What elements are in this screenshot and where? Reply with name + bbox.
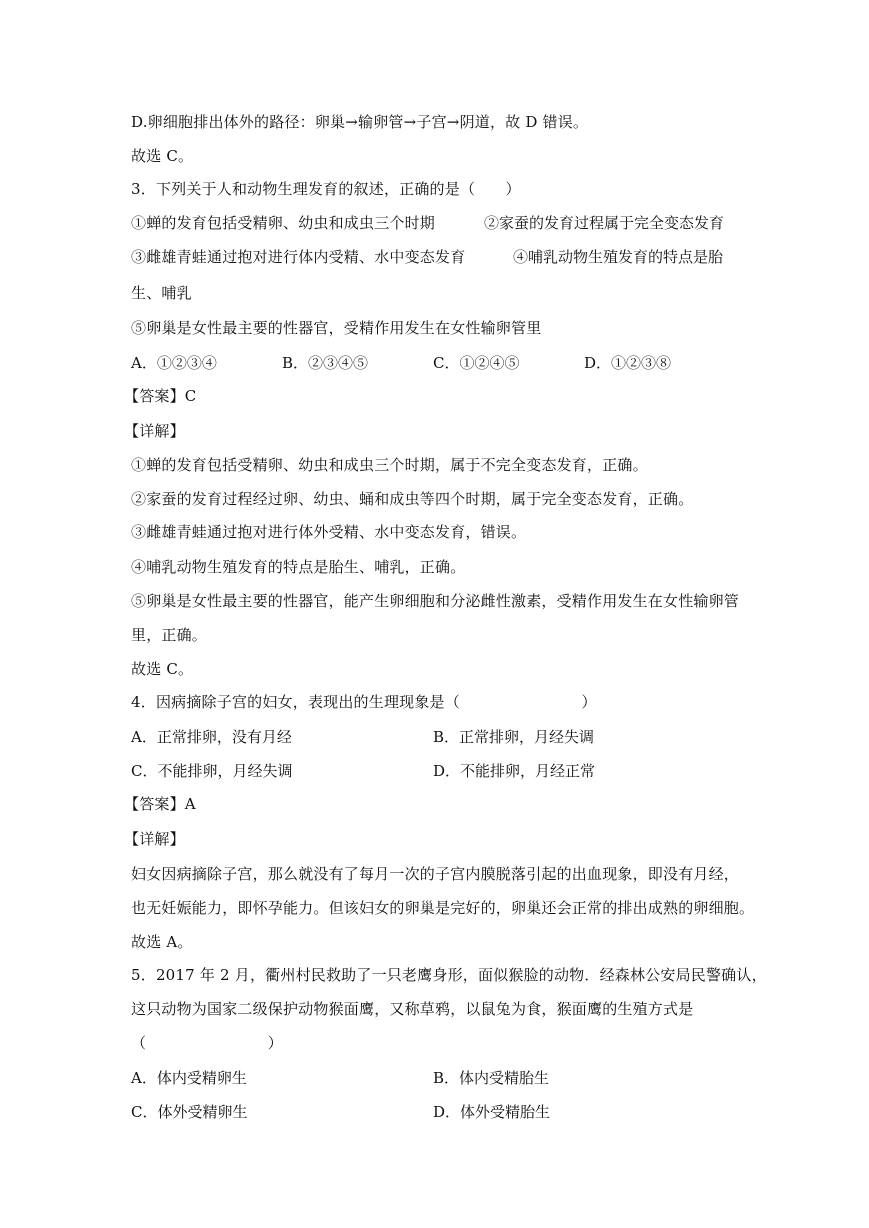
q5-option-c: C．体外受精卵生 [131,1103,248,1121]
q5-stem-line-2: 这只动物为国家二级保护动物猴面鹰，又称草鸦，以鼠兔为食，猴面鹰的生殖方式是 [131,1000,694,1018]
q3-detail-3: ③雌雄青蛙通过抱对进行体外受精、水中变态发育，错误。 [131,523,527,541]
q3-item-1: ①蝉的发育包括受精卵、幼虫和成虫三个时期 [131,214,436,232]
q3-item-5: ⑤卵巢是女性最主要的性器官，受精作用发生在女性输卵管里 [131,319,542,337]
q5-stem-line-1: 5．2017 年 2 月，衢州村民救助了一只老鹰身形，面似猴脸的动物．经森林公安局民警确认， [131,966,767,984]
q4-stem: 4．因病摘除子宫的妇女，表现出的生理现象是（ ） [131,693,597,711]
q3-item-2: ②家蚕的发育过程属于完全变态发育 [484,214,725,232]
q3-conclusion: 故选 C。 [131,660,194,678]
q3-option-b: B．②③④⑤ [282,354,369,372]
q3-stem: 3．下列关于人和动物生理发育的叙述，正确的是（ ） [131,180,521,198]
q3-detail-heading: 【详解】 [124,422,185,440]
q4-option-d: D．不能排卵，月经正常 [433,762,596,780]
q5-option-a: A．体内受精卵生 [131,1069,247,1087]
q3-item-3: ③雌雄青蛙通过抱对进行体内受精、水中变态发育 [131,248,466,266]
q4-detail-1: 妇女因病摘除子宫，那么就没有了每月一次的子宫内膜脱落引起的出血现象，即没有月经， [131,865,740,883]
q4-detail-2: 也无妊娠能力，即怀孕能力。但该妇女的卵巢是完好的，卵巢还会正常的排出成熟的卵细胞。 [131,899,755,917]
q3-option-a: A．①②③④ [131,354,217,372]
q4-conclusion: 故选 A。 [131,933,193,951]
q4-detail-heading: 【详解】 [124,830,185,848]
q3-detail-2: ②家蚕的发育过程经过卵、幼虫、蛹和成虫等四个时期，属于完全变态发育，正确。 [131,490,694,508]
q3-item-4: ④哺乳动物生殖发育的特点是胎 [513,248,724,266]
q2-option-d-explanation: D.卵细胞排出体外的路径：卵巢→输卵管→子宫→阴道，故 D 错误。 [131,113,589,131]
q4-option-c: C．不能排卵，月经失调 [131,762,293,780]
q3-option-d: D．①②③⑧ [584,354,672,372]
q5-option-b: B．体内受精胎生 [433,1069,550,1087]
q3-detail-5-continued: 里，正确。 [131,626,208,644]
q2-conclusion: 故选 C。 [131,147,194,165]
q3-option-c: C．①②④⑤ [433,354,520,372]
q5-option-d: D．体外受精胎生 [433,1103,551,1121]
q4-option-a: A．正常排卵，没有月经 [131,728,292,746]
q4-option-b: B．正常排卵，月经失调 [433,728,595,746]
q5-stem-line-3: （ ） [131,1034,284,1052]
q3-detail-4: ④哺乳动物生殖发育的特点是胎生、哺乳，正确。 [131,558,466,576]
q3-item-4-continued: 生、哺乳 [131,284,192,302]
q3-answer: 【答案】C [124,387,197,405]
q4-answer: 【答案】A [124,795,196,813]
q3-detail-5: ⑤卵巢是女性最主要的性器官，能产生卵细胞和分泌雌性激素，受精作用发生在女性输卵管 [131,592,740,610]
q3-detail-1: ①蝉的发育包括受精卵、幼虫和成虫三个时期，属于不完全变态发育，正确。 [131,456,648,474]
